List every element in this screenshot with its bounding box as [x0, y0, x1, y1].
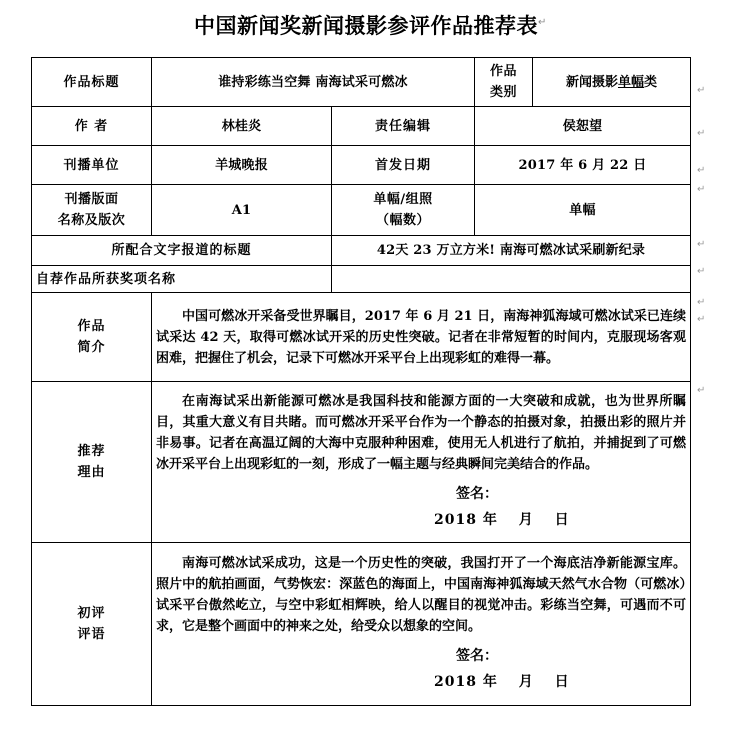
editor-value: 侯恕望 [475, 107, 691, 146]
margin-mark: ↵ [697, 385, 706, 396]
recommendation-label [32, 382, 152, 543]
initial-review-label-line1: 初评 [77, 606, 106, 621]
recommendation-signature-block [156, 481, 686, 533]
page-value: A1 [152, 185, 332, 236]
category-value-suffix: 类 [644, 74, 658, 90]
page-label [32, 185, 152, 236]
publisher-label: 刊播单位 [32, 146, 152, 185]
single-group-label-line2: （幅数） [375, 213, 430, 228]
awards-value [332, 266, 691, 293]
initial-review-label [32, 543, 152, 706]
category-value-prefix: 新闻摄影 [565, 74, 618, 90]
page-label-line1: 刊播版面 [64, 192, 119, 207]
page-label-line2: 名称及版次 [57, 213, 126, 228]
category-value [533, 58, 691, 107]
work-title-value: 谁持彩练当空舞 南海试采可燃冰 [152, 58, 475, 107]
companion-label: 所配合文字报道的标题 [32, 236, 332, 266]
table-row-summary [32, 293, 691, 382]
initial-review-label-line2: 评语 [77, 627, 106, 642]
margin-mark: ↵ [697, 184, 706, 195]
awards-label: 自荐作品所获奖项名称 [32, 266, 332, 293]
initial-review-date-line: 2018 年 月 日 [434, 674, 570, 690]
table-row-page-edition [32, 185, 691, 236]
table-row-companion-headline [32, 236, 691, 266]
table-row-recommendation [32, 382, 691, 543]
margin-mark: ↵ [697, 266, 706, 277]
initial-review-text: 南海可燃冰试采成功，这是一个历史性的突破，我国打开了一个海底洁净新能源宝库。照片中的航拍画面，气势恢宏：深蓝色的海面上，中国南海神狐海域天然气水合物（可燃冰）试采平台傲然屹立，与空中彩虹相辉映，给人以醒目的视觉冲击。彩练当空舞，可遇而不可求，它是整个画面中的神来之处，给受众以想象的空间。 [156, 556, 686, 634]
table-row-publisher [32, 146, 691, 185]
margin-mark: ↵ [697, 165, 706, 176]
recommendation-signature-label: 签名： [456, 486, 498, 502]
initial-review-signature-label: 签名： [456, 648, 498, 664]
publisher-value: 羊城晚报 [152, 146, 332, 185]
margin-mark: ↵ [697, 239, 706, 250]
summary-label-line2: 简介 [77, 340, 106, 355]
companion-value: 42天 23 万立方米! 南海可燃冰试采刷新纪录 [332, 236, 691, 266]
category-label-line1: 作品 [489, 64, 517, 79]
margin-mark: ↵ [697, 297, 706, 308]
initial-review-signature-block [156, 643, 686, 695]
publish-date-value: 2017 年 6 月 22 日 [475, 146, 691, 185]
recommendation-label-line2: 理由 [77, 465, 106, 480]
summary-text: 中国可燃冰开采备受世界瞩目，2017 年 6 月 21 日，南海神狐海域可燃冰试采已连续试采达 42 天，取得可燃冰试开采的历史性突破。记者在非常短暂的时间内，克服现场客观困难，把握住了机会，记录下可燃冰开采平台上出现彩虹的难得一幕。 [156, 308, 686, 366]
page-title-text: 中国新闻奖新闻摄影参评作品推荐表 [194, 13, 539, 38]
publish-date-label: 首发日期 [332, 146, 475, 185]
margin-mark: ↵ [697, 128, 706, 139]
margin-paragraph-marks [697, 57, 727, 396]
work-title-label: 作品标题 [32, 58, 152, 107]
table-row-initial-review [32, 543, 691, 706]
summary-label-line1: 作品 [77, 319, 106, 334]
editor-label: 责任编辑 [332, 107, 475, 146]
table-row-awards [32, 266, 691, 293]
initial-review-body [152, 543, 691, 706]
margin-mark: ↵ [697, 314, 706, 325]
recommendation-text: 在南海试采出新能源可燃冰是我国科技和能源方面的一大突破和成就，也为世界所瞩目，其重大意义有目共睹。而可燃冰开采平台作为一个静态的拍摄对象，拍摄出彩的照片并非易事。记者在高温辽阔的大海中克服种种困难，使用无人机进行了航拍，并捕捉到了可燃冰开采平台上出现彩虹的一刻，形成了一幅主题与经典瞬间完美结合的作品。 [156, 394, 686, 472]
author-label: 作 者 [32, 107, 152, 146]
summary-body [152, 293, 691, 382]
recommendation-body [152, 382, 691, 543]
single-group-label-line1: 单幅/组照 [373, 192, 433, 207]
single-group-value: 单幅 [475, 185, 691, 236]
single-group-label [332, 185, 475, 236]
recommendation-label-line1: 推荐 [77, 444, 106, 459]
recommendation-date-line: 2018 年 月 日 [434, 512, 570, 528]
recommendation-form-table [31, 57, 691, 706]
category-label-line2: 类别 [489, 85, 517, 100]
page-title [0, 8, 741, 41]
table-row-author [32, 107, 691, 146]
margin-mark: ↵ [697, 85, 706, 96]
category-value-underline: 单幅 [617, 74, 644, 90]
category-label [475, 58, 533, 107]
pilcrow-mark: ↵ [538, 17, 547, 28]
summary-label [32, 293, 152, 382]
author-value: 林桂炎 [152, 107, 332, 146]
table-row-work-title [32, 58, 691, 107]
